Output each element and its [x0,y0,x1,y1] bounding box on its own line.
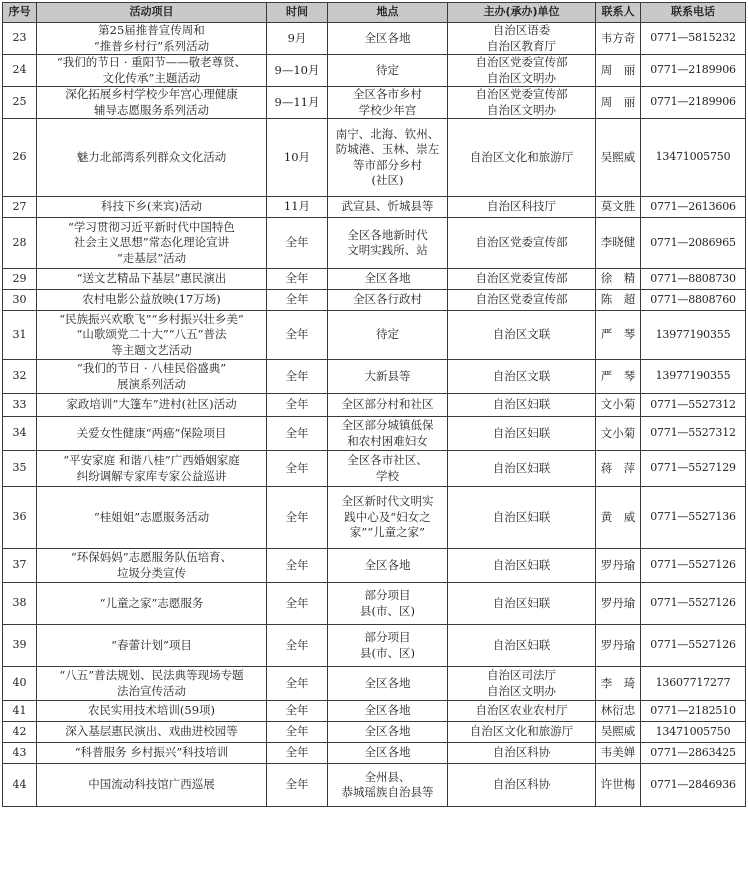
row-time: 全年 [267,743,328,764]
row-number: 30 [3,290,37,311]
row-activity: “学习贯彻习近平新时代中国特色 社会主义思想”常态化理论宣讲 “走基层”活动 [37,218,267,269]
table-row [3,360,746,394]
row-activity: 农村电影公益放映(17万场) [37,290,267,311]
row-organizer: 自治区党委宣传部 [448,218,596,269]
row-time: 全年 [267,701,328,722]
row-contact: 罗丹瑜 [596,583,641,625]
row-activity: “环保妈妈”志愿服务队伍培育、 垃圾分类宣传 [37,549,267,583]
row-place: 全区各市乡村 学校少年宫 [328,87,448,119]
row-contact: 韦美婵 [596,743,641,764]
row-number: 38 [3,583,37,625]
row-activity: “民族振兴欢歌飞”“乡村振兴壮乡美” “山歌颂党二十大”“八五”普法 等主题文艺活动 [37,311,267,360]
table-row [3,394,746,417]
table-row [3,701,746,722]
header-phone: 联系电话 [641,3,746,23]
row-phone: 0771—8808760 [641,290,746,311]
row-organizer: 自治区文联 [448,360,596,394]
row-contact: 严 琴 [596,311,641,360]
table-row [3,764,746,807]
schedule-page [2,2,746,807]
row-organizer: 自治区妇联 [448,549,596,583]
table-row [3,23,746,55]
row-activity: 农民实用技术培训(59项) [37,701,267,722]
row-number: 26 [3,119,37,197]
row-activity: 深入基层惠民演出、戏曲进校园等 [37,722,267,743]
row-time: 全年 [267,311,328,360]
row-phone: 0771—2846936 [641,764,746,807]
row-phone: 13607717277 [641,667,746,701]
row-contact: 文小菊 [596,394,641,417]
row-organizer: 自治区妇联 [448,625,596,667]
row-contact: 韦方奇 [596,23,641,55]
row-time: 全年 [267,549,328,583]
row-phone: 13471005750 [641,722,746,743]
row-time: 全年 [267,583,328,625]
row-organizer: 自治区文化和旅游厅 [448,722,596,743]
row-organizer: 自治区农业农村厅 [448,701,596,722]
row-activity: “平安家庭 和谐八桂”广西婚姻家庭 纠纷调解专家库专家公益巡讲 [37,451,267,487]
row-number: 42 [3,722,37,743]
row-organizer: 自治区妇联 [448,487,596,549]
row-time: 全年 [267,218,328,269]
row-place: 全区部分村和社区 [328,394,448,417]
row-number: 37 [3,549,37,583]
row-place: 全区各地 [328,667,448,701]
row-activity: 中国流动科技馆广西巡展 [37,764,267,807]
row-contact: 吴熙威 [596,722,641,743]
table-row [3,119,746,197]
row-contact: 陈 超 [596,290,641,311]
row-phone: 0771—5527126 [641,625,746,667]
row-number: 31 [3,311,37,360]
row-contact: 周 丽 [596,55,641,87]
row-activity: “科普服务 乡村振兴”科技培训 [37,743,267,764]
row-place: 待定 [328,311,448,360]
row-place: 全区各地 [328,549,448,583]
row-organizer: 自治区司法厅 自治区文明办 [448,667,596,701]
row-organizer: 自治区文化和旅游厅 [448,119,596,197]
row-place: 全区部分城镇低保 和农村困难妇女 [328,417,448,451]
header-row [3,3,746,23]
table-row [3,625,746,667]
table-row [3,667,746,701]
row-number: 41 [3,701,37,722]
table-row [3,743,746,764]
row-place: 全区各地 [328,269,448,290]
row-activity: “我们的节日 · 重阳节——敬老尊贤、 文化传承”主题活动 [37,55,267,87]
row-contact: 罗丹瑜 [596,549,641,583]
row-phone: 0771—2189906 [641,87,746,119]
row-organizer: 自治区党委宣传部 自治区文明办 [448,55,596,87]
row-number: 34 [3,417,37,451]
row-number: 33 [3,394,37,417]
row-phone: 0771—5527126 [641,583,746,625]
header-item: 活动项目 [37,3,267,23]
row-time: 全年 [267,764,328,807]
row-phone: 0771—2863425 [641,743,746,764]
header-place: 地点 [328,3,448,23]
table-row [3,197,746,218]
row-time: 9—11月 [267,87,328,119]
row-number: 32 [3,360,37,394]
table-row [3,55,746,87]
header-org: 主办(承办)单位 [448,3,596,23]
row-organizer: 自治区妇联 [448,394,596,417]
row-contact: 文小菊 [596,417,641,451]
row-contact: 周 丽 [596,87,641,119]
row-organizer: 自治区科技厅 [448,197,596,218]
row-activity: 第25届推普宣传周和 “推普乡村行”系列活动 [37,23,267,55]
row-contact: 蒋 萍 [596,451,641,487]
row-place: 全区各行政村 [328,290,448,311]
row-contact: 吴熙威 [596,119,641,197]
row-contact: 李晓健 [596,218,641,269]
row-phone: 0771—2189906 [641,55,746,87]
row-contact: 李 琦 [596,667,641,701]
row-activity: 科技下乡(来宾)活动 [37,197,267,218]
row-time: 全年 [267,394,328,417]
row-number: 24 [3,55,37,87]
row-place: 全区各地 [328,743,448,764]
activity-schedule-table [2,2,746,807]
row-activity: 关爱女性健康“两癌”保险项目 [37,417,267,451]
row-place: 南宁、北海、钦州、 防城港、玉林、崇左 等市部分乡村 (社区) [328,119,448,197]
row-organizer: 自治区党委宣传部 自治区文明办 [448,87,596,119]
row-organizer: 自治区妇联 [448,451,596,487]
row-phone: 0771—2613606 [641,197,746,218]
row-phone: 0771—2182510 [641,701,746,722]
row-number: 43 [3,743,37,764]
row-number: 40 [3,667,37,701]
row-contact: 徐 精 [596,269,641,290]
table-row [3,549,746,583]
row-time: 全年 [267,625,328,667]
table-row [3,722,746,743]
row-place: 武宣县、忻城县等 [328,197,448,218]
row-phone: 0771—5527312 [641,417,746,451]
table-row [3,311,746,360]
row-place: 全区各地 [328,23,448,55]
row-time: 9月 [267,23,328,55]
row-number: 44 [3,764,37,807]
row-number: 35 [3,451,37,487]
table-row [3,451,746,487]
table-row [3,269,746,290]
row-organizer: 自治区党委宣传部 [448,290,596,311]
row-phone: 0771—5815232 [641,23,746,55]
row-time: 全年 [267,451,328,487]
table-row [3,417,746,451]
row-phone: 0771—5527312 [641,394,746,417]
row-organizer: 自治区妇联 [448,583,596,625]
row-place: 部分项目 县(市、区) [328,625,448,667]
row-place: 全区各地 [328,722,448,743]
table-row [3,487,746,549]
row-phone: 13977190355 [641,311,746,360]
row-phone: 0771—5527129 [641,451,746,487]
row-activity: “送文艺精品下基层”惠民演出 [37,269,267,290]
row-time: 全年 [267,487,328,549]
row-phone: 0771—8808730 [641,269,746,290]
row-number: 29 [3,269,37,290]
row-activity: “儿童之家”志愿服务 [37,583,267,625]
table-body [3,23,746,807]
row-place: 全区新时代文明实 践中心及“妇女之 家”“儿童之家” [328,487,448,549]
row-place: 全区各地 [328,701,448,722]
row-number: 36 [3,487,37,549]
row-organizer: 自治区党委宣传部 [448,269,596,290]
row-phone: 0771—5527126 [641,549,746,583]
row-organizer: 自治区科协 [448,764,596,807]
row-place: 大新县等 [328,360,448,394]
row-number: 25 [3,87,37,119]
row-place: 部分项目 县(市、区) [328,583,448,625]
row-number: 27 [3,197,37,218]
row-place: 全区各市社区、 学校 [328,451,448,487]
row-organizer: 自治区科协 [448,743,596,764]
row-phone: 0771—2086965 [641,218,746,269]
row-contact: 林衍忠 [596,701,641,722]
row-time: 全年 [267,360,328,394]
row-contact: 莫文胜 [596,197,641,218]
row-time: 全年 [267,269,328,290]
row-activity: “我们的节日 · 八桂民俗盛典” 展演系列活动 [37,360,267,394]
row-contact: 罗丹瑜 [596,625,641,667]
row-phone: 13977190355 [641,360,746,394]
header-time: 时间 [267,3,328,23]
row-time: 全年 [267,667,328,701]
row-number: 28 [3,218,37,269]
header-no: 序号 [3,3,37,23]
row-contact: 黄 威 [596,487,641,549]
row-contact: 许世梅 [596,764,641,807]
row-place: 全区各地新时代 文明实践所、站 [328,218,448,269]
row-number: 39 [3,625,37,667]
table-row [3,218,746,269]
table-row [3,290,746,311]
header-contact: 联系人 [596,3,641,23]
row-activity: “八五”普法规划、民法典等现场专题 法治宣传活动 [37,667,267,701]
row-activity: 魅力北部湾系列群众文化活动 [37,119,267,197]
row-time: 11月 [267,197,328,218]
row-activity: “桂姐姐”志愿服务活动 [37,487,267,549]
row-organizer: 自治区妇联 [448,417,596,451]
row-organizer: 自治区文联 [448,311,596,360]
table-row [3,87,746,119]
row-place: 待定 [328,55,448,87]
row-contact: 严 琴 [596,360,641,394]
row-phone: 0771—5527136 [641,487,746,549]
row-activity: 家政培训“大篷车”进村(社区)活动 [37,394,267,417]
row-activity: “春蕾计划”项目 [37,625,267,667]
row-phone: 13471005750 [641,119,746,197]
row-time: 全年 [267,290,328,311]
row-number: 23 [3,23,37,55]
row-organizer: 自治区语委 自治区教育厅 [448,23,596,55]
row-activity: 深化拓展乡村学校少年宫心理健康 辅导志愿服务系列活动 [37,87,267,119]
row-time: 全年 [267,417,328,451]
row-place: 全州县、 恭城瑶族自治县等 [328,764,448,807]
table-row [3,583,746,625]
row-time: 9—10月 [267,55,328,87]
row-time: 全年 [267,722,328,743]
row-time: 10月 [267,119,328,197]
